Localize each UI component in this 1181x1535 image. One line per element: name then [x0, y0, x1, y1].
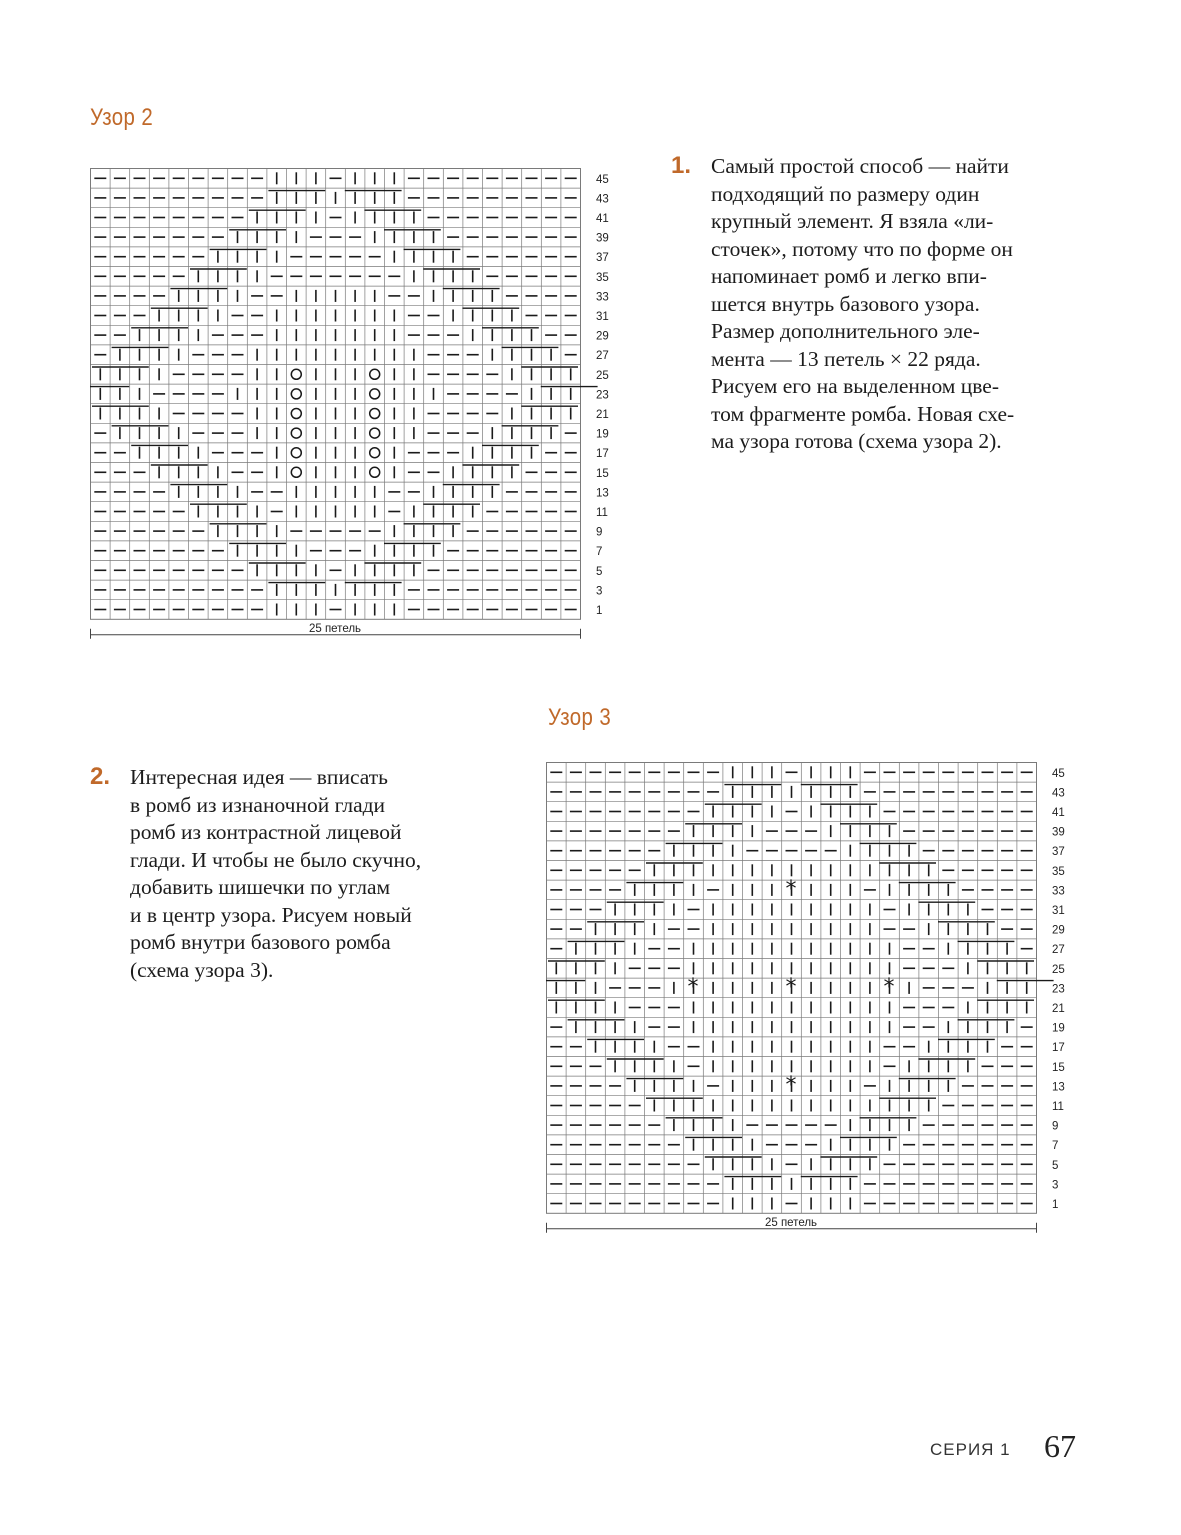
- row-number: 3: [1052, 1179, 1059, 1192]
- yarn-over: [291, 428, 301, 438]
- yarn-over: [370, 409, 380, 419]
- stitch-count-label: 25 петель: [308, 622, 362, 635]
- row-number: 27: [1052, 944, 1065, 957]
- row-number: 17: [596, 448, 609, 461]
- row-number: 41: [1052, 807, 1065, 819]
- row-number: 13: [1052, 1081, 1065, 1094]
- pattern3-chart-svg: [546, 762, 1086, 1242]
- bobble-symbol: *: [883, 975, 895, 1001]
- row-number: 5: [1052, 1159, 1059, 1172]
- row-number: 19: [596, 428, 609, 441]
- yarn-over: [370, 428, 380, 438]
- step1-number: 1.: [671, 152, 692, 179]
- row-number: 45: [1052, 767, 1065, 780]
- pattern2-chart-svg: [90, 168, 630, 648]
- row-number: 33: [596, 291, 609, 304]
- row-number: 1: [596, 605, 603, 617]
- yarn-over: [370, 369, 380, 379]
- row-number: 7: [1052, 1140, 1059, 1153]
- row-number: 13: [596, 487, 609, 500]
- row-number: 25: [596, 369, 609, 382]
- series-label: СЕРИЯ 1: [930, 1440, 1011, 1459]
- row-number: 45: [596, 173, 609, 186]
- row-number: 37: [1052, 846, 1065, 859]
- row-number: 21: [596, 409, 609, 421]
- row-number: 43: [1052, 787, 1065, 800]
- stitch-count-label: 25 петель: [764, 1216, 818, 1229]
- row-number: 23: [596, 389, 609, 402]
- row-number: 1: [1052, 1199, 1059, 1211]
- row-number: 17: [1052, 1042, 1065, 1055]
- yarn-over: [370, 389, 380, 399]
- pattern3-chart: [546, 762, 1086, 1242]
- row-number: 39: [596, 232, 609, 245]
- row-number: 35: [1052, 865, 1065, 878]
- row-number: 37: [596, 252, 609, 265]
- step2-number: 2.: [90, 763, 111, 790]
- row-number: 43: [596, 193, 609, 206]
- bobble-symbol: *: [785, 1073, 797, 1099]
- row-number: 7: [596, 546, 603, 559]
- pattern3-title: Узор 3: [548, 704, 612, 731]
- row-number: 39: [1052, 826, 1065, 839]
- row-number: 29: [596, 330, 609, 343]
- pattern2-chart: [90, 168, 630, 648]
- yarn-over: [370, 448, 380, 458]
- row-number: 19: [1052, 1022, 1065, 1035]
- row-number: 35: [596, 271, 609, 284]
- row-number: 29: [1052, 924, 1065, 937]
- row-number: 21: [1052, 1003, 1065, 1015]
- row-number: 33: [1052, 885, 1065, 898]
- pattern2-title: Узор 2: [90, 104, 154, 131]
- yarn-over: [291, 467, 301, 477]
- row-number: 9: [596, 526, 603, 539]
- bobble-symbol: *: [785, 975, 797, 1001]
- step2-text: Интересная идея — вписать в ромб из изнаночной глади ромб из контрастной лицевой глади. И чтобы не было скучно, добавить шишечки по углам и в центр узора. Рисуем новый ромб внутри базового ромба (схема узора 3).: [130, 765, 422, 982]
- page-number: 67: [1044, 1428, 1076, 1464]
- row-number: 31: [596, 311, 609, 323]
- row-number: 15: [1052, 1061, 1065, 1074]
- row-number: 27: [596, 350, 609, 363]
- row-number: 3: [596, 585, 603, 598]
- bobble-symbol: *: [785, 877, 797, 903]
- row-number: 31: [1052, 905, 1065, 917]
- yarn-over: [291, 409, 301, 419]
- row-number: 11: [1052, 1101, 1064, 1113]
- row-number: 15: [596, 467, 609, 480]
- row-number: 9: [1052, 1120, 1059, 1133]
- row-number: 41: [596, 213, 609, 225]
- step1-text: Самый простой способ — найти подходящий по размеру один крупный элемент. Я взяла «ли- сточек», потому что по форме он напоминает ромб и легко впи- шется внутрь базового узора. Размер дополнительного эле- мента — 13 петель × 22 ряда. Рисуем его на выделенном цве- том фрагменте ромба. Новая схе- ма узора готова (схема узора 2).: [711, 154, 1015, 453]
- yarn-over: [291, 448, 301, 458]
- bobble-symbol: *: [687, 975, 699, 1001]
- row-number: 11: [596, 507, 608, 519]
- row-number: 25: [1052, 963, 1065, 976]
- yarn-over: [370, 467, 380, 477]
- row-number: 23: [1052, 983, 1065, 996]
- row-number: 5: [596, 565, 603, 578]
- yarn-over: [291, 389, 301, 399]
- yarn-over: [291, 369, 301, 379]
